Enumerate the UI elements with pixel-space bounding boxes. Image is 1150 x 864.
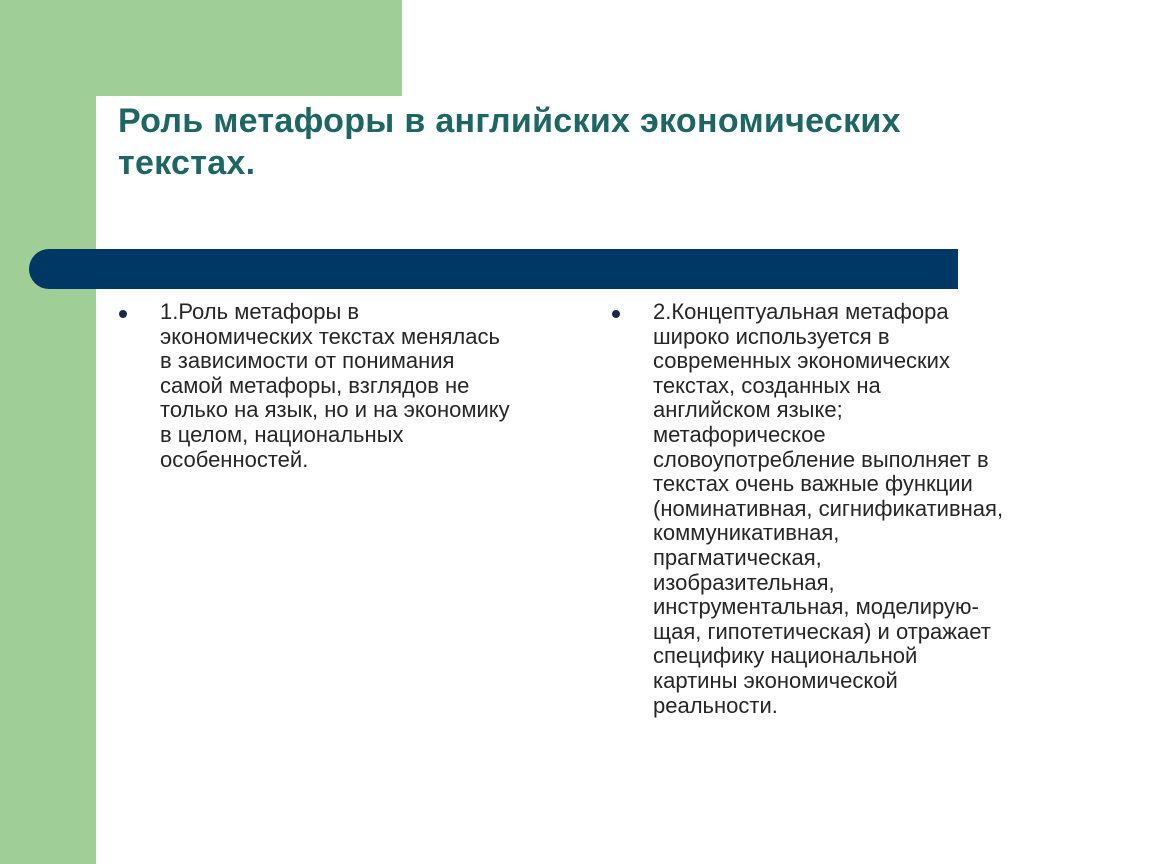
green-accent-top [0, 0, 402, 96]
bullet-column-left [118, 300, 588, 472]
bullet-text-2: 2.Концептуальная метафора широко используется в современных экономических текстах, созданных на английском языке; метафорическое словоупотребление выполняет в текстах очень важные функции (номинативная, сигнификативная, коммуникативная, прагматическая, изобразительная, инструментальная, моделирую- щая, гипотетическая) и отражает специфику национальной картины экономической реальности. [653, 299, 1004, 718]
green-accent-left [0, 0, 96, 864]
bullet-text-1: 1.Роль метафоры в экономических текстах менялась в зависимости от понимания самой метафоры, взглядов не только на язык, но и на экономику в целом, национальных особенностей. [160, 299, 510, 472]
title-divider-bar [29, 249, 958, 289]
bullet-item-2 [611, 300, 1081, 718]
bullet-column-right [611, 300, 1081, 718]
bullet-item-1 [118, 300, 588, 472]
bullet-dot-icon [119, 310, 127, 318]
bullet-dot-icon [612, 310, 620, 318]
slide-title: Роль метафоры в английских экономических текстах. [118, 102, 901, 182]
